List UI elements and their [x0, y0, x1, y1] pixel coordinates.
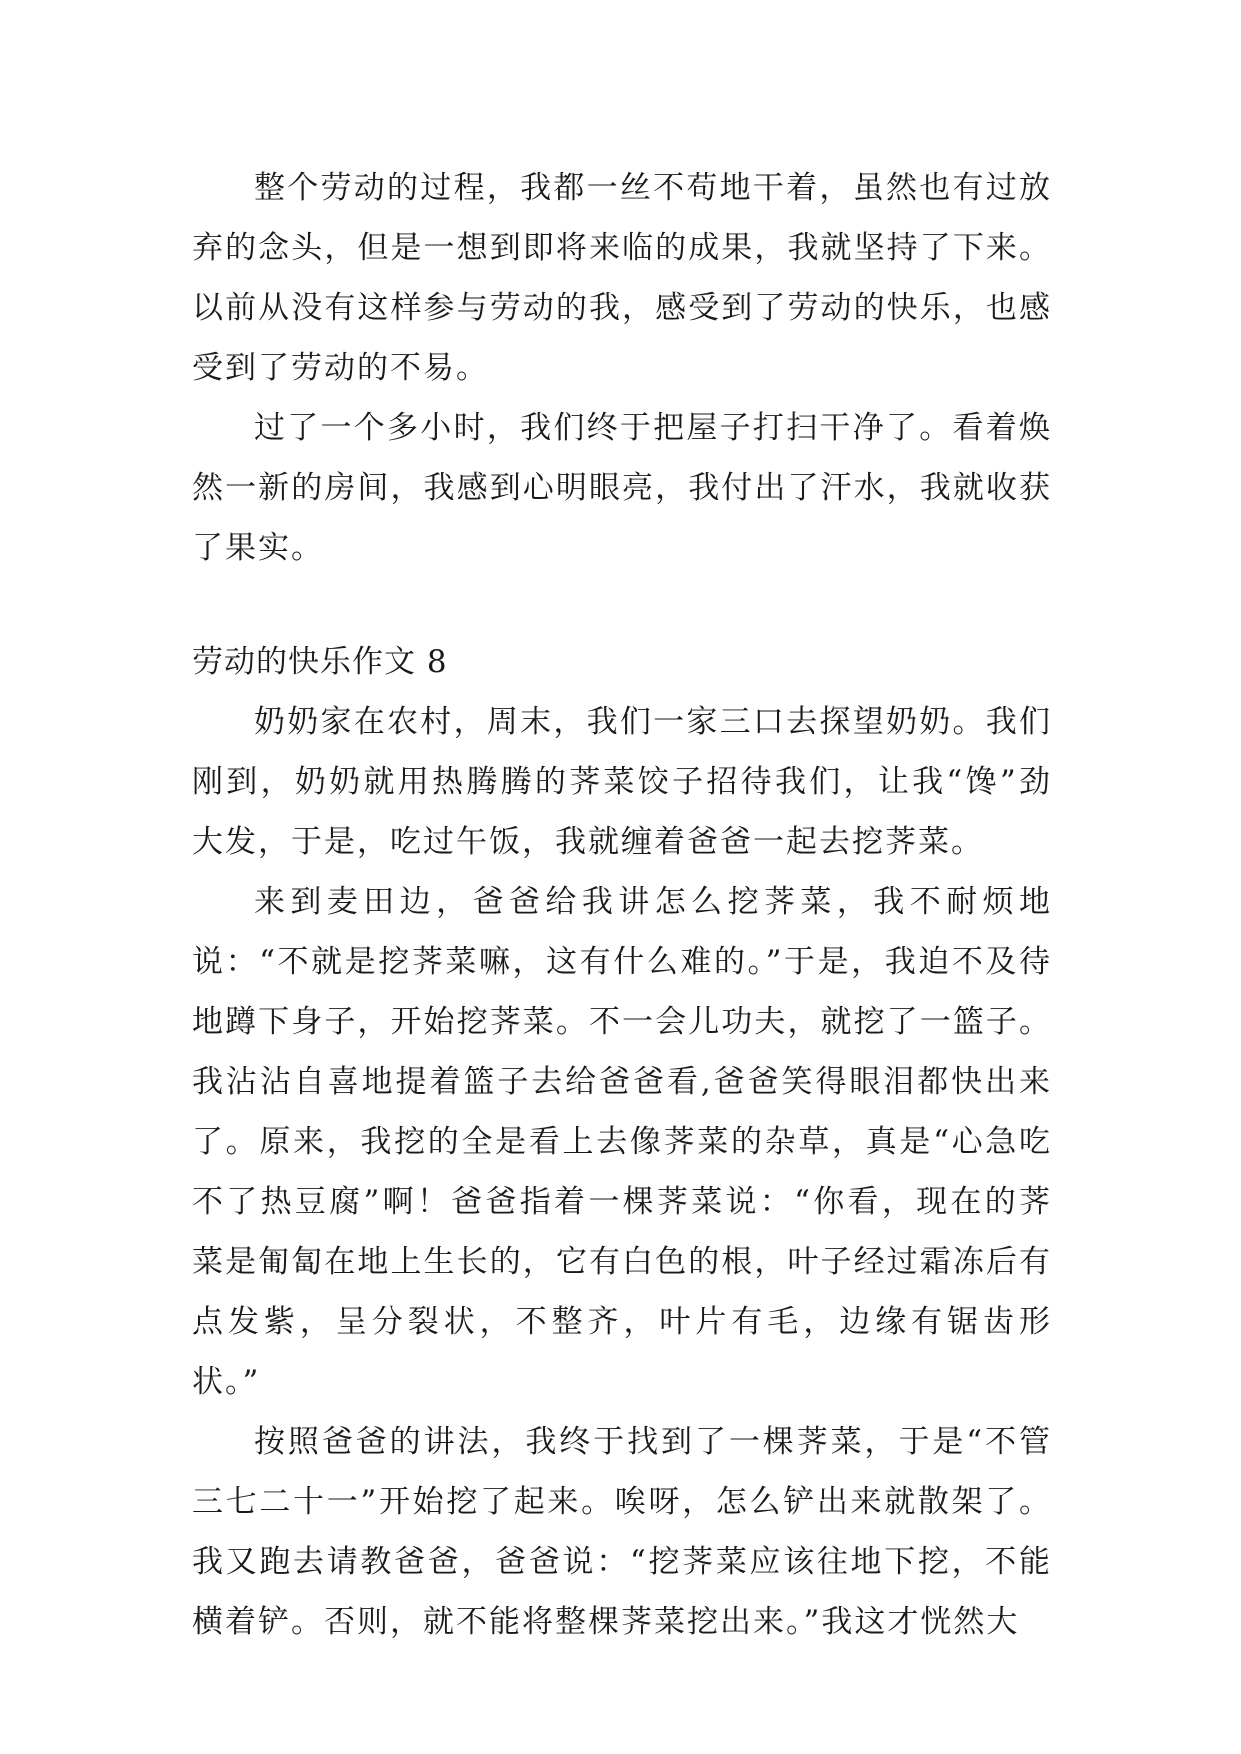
paragraph: 奶奶家在农村，周末，我们一家三口去探望奶奶。我们刚到，奶奶就用热腾腾的荠菜饺子招待我们，让我“馋”劲大发，于是，吃过午饭，我就缠着爸爸一起去挖荠菜。: [192, 704, 1052, 860]
section-heading: 劳动的快乐作文 8: [192, 644, 448, 680]
document-body: [192, 158, 1052, 1652]
paragraph: 整个劳动的过程，我都一丝不苟地干着，虽然也有过放弃的念头，但是一想到即将来临的成果，我就坚持了下来。以前从没有这样参与劳动的我，感受到了劳动的快乐，也感受到了劳动的不易。: [192, 170, 1052, 386]
section-spacer: [192, 578, 1052, 632]
paragraph: 来到麦田边，爸爸给我讲怎么挖荠菜，我不耐烦地说：“不就是挖荠菜嘛，这有什么难的。”于是，我迫不及待地蹲下身子，开始挖荠菜。不一会儿功夫，就挖了一篮子。我沾沾自喜地提着篮子去给爸爸看,爸爸笑得眼泪都快出来了。原来，我挖的全是看上去像荠菜的杂草，真是“心急吃不了热豆腐”啊！爸爸指着一棵荠菜说：“你看，现在的荠菜是匍匐在地上生长的，它有白色的根，叶子经过霜冻后有点发紫，呈分裂状，不整齐，叶片有毛，边缘有锯齿形状。”: [192, 884, 1052, 1400]
paragraph: 按照爸爸的讲法，我终于找到了一棵荠菜，于是“不管三七二十一”开始挖了起来。唉呀，怎么铲出来就散架了。我又跑去请教爸爸，爸爸说：“挖荠菜应该往地下挖，不能横着铲。否则，就不能将整棵荠菜挖出来。”我这才恍然大: [192, 1424, 1052, 1640]
paragraph: 过了一个多小时，我们终于把屋子打扫干净了。看着焕然一新的房间，我感到心明眼亮，我付出了汗水，我就收获了果实。: [192, 410, 1052, 566]
